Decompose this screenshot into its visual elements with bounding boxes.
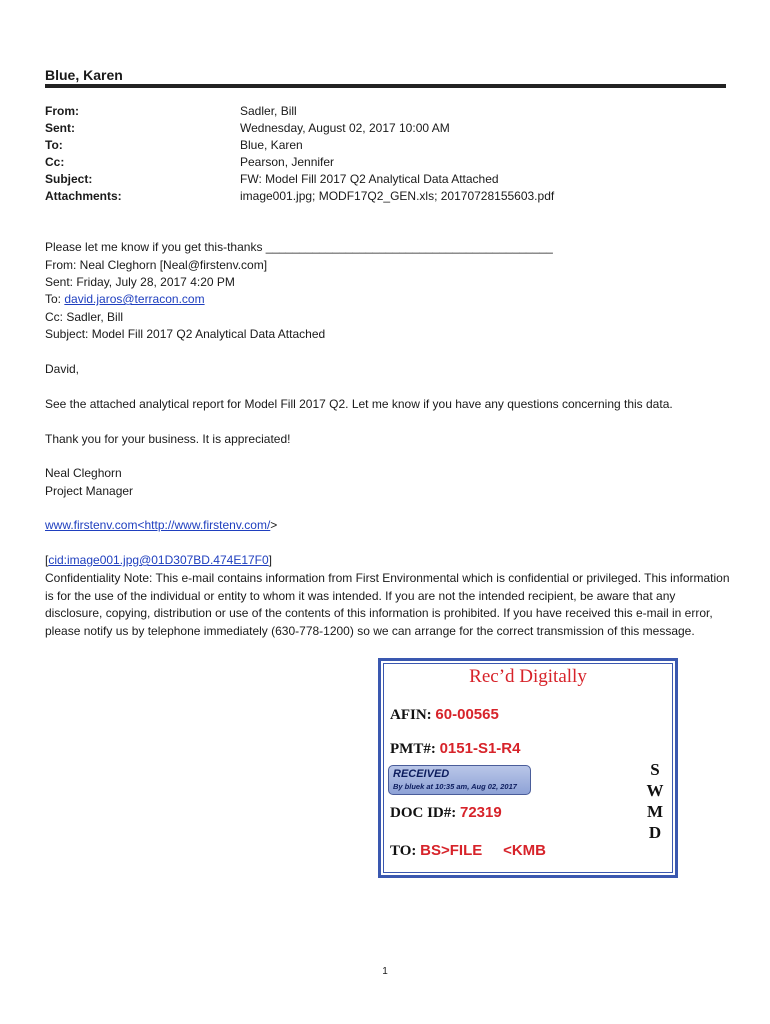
header-sent-label: Sent: [45, 121, 75, 135]
stamp-afin-label: AFIN: [390, 707, 432, 723]
header-to-value: Blue, Karen [240, 138, 303, 152]
stamp-side-letter-w: W [646, 781, 664, 800]
fw-to-prefix: To: [45, 292, 65, 306]
stamp-pmt [390, 740, 520, 758]
header-from-label: From: [45, 104, 79, 118]
stamp-side-letter-d: D [648, 823, 662, 842]
fw-cc: Cc: Sadler, Bill [45, 310, 124, 324]
stamp-side-letter-m: M [646, 802, 664, 821]
header-cc-value: Pearson, Jennifer [240, 155, 335, 169]
paragraph-thanks: Thank you for your business. It is appreciated! [45, 432, 291, 446]
header-attachments-label: Attachments: [45, 189, 122, 203]
header-subject-value: FW: Model Fill 2017 Q2 Analytical Data Attached [240, 172, 499, 186]
website-line [45, 518, 277, 532]
stamp-pmt-value: 0151-S1-R4 [439, 740, 521, 757]
header-to-label: To: [45, 138, 63, 152]
header-subject-label: Subject: [45, 172, 93, 186]
paragraph-report: See the attached analytical report for Model Fill 2017 Q2. Let me know if you have any questions concerning this data. [45, 397, 673, 411]
cid-open-bracket: [ [45, 553, 49, 567]
fw-to [45, 292, 205, 306]
header-cc-label: Cc: [45, 155, 65, 169]
received-badge-title: RECEIVED [393, 768, 450, 780]
cid-line [45, 553, 272, 567]
fw-sent: Sent: Friday, July 28, 2017 4:20 PM [45, 275, 235, 289]
body-line-intro: Please let me know if you get this-thanks ___________________________________________ [45, 240, 553, 254]
website-link-gt: > [270, 518, 278, 532]
header-sent-value: Wednesday, August 02, 2017 10:00 AM [240, 121, 450, 135]
stamp-afin [390, 706, 499, 724]
stamp-side-letter-s: S [650, 760, 660, 779]
website-link-lt[interactable]: < [137, 518, 145, 532]
fw-subject: Subject: Model Fill 2017 Q2 Analytical Data Attached [45, 327, 326, 341]
header-attachments-value: image001.jpg; MODF17Q2_GEN.xls; 20170728155603.pdf [240, 189, 555, 203]
title-rule [45, 84, 726, 88]
stamp-afin-value: 60-00565 [435, 706, 499, 723]
cid-close-bracket: ] [268, 553, 273, 567]
greeting: David, [45, 362, 80, 376]
stamp-pmt-label: PMT#: [390, 741, 436, 757]
stamp-to-label: TO: [390, 843, 417, 859]
fw-from: From: Neal Cleghorn [Neal@firstenv.com] [45, 258, 268, 272]
stamp-title: Rec’d Digitally [469, 666, 587, 687]
header-from-value: Sadler, Bill [240, 104, 297, 118]
stamp-to-value: BS>FILE <KMB [420, 842, 547, 859]
signature-title: Project Manager [45, 484, 134, 498]
stamp-to [390, 842, 546, 860]
stamp-docid [390, 804, 502, 822]
fw-to-email-link[interactable]: david.jaros@terracon.com [64, 292, 205, 306]
received-badge-subtitle: By bluek at 10:35 am, Aug 02, 2017 [393, 782, 517, 791]
stamp-docid-label: DOC ID#: [390, 805, 457, 821]
page-number: 1 [382, 966, 388, 977]
document-title: Blue, Karen [45, 67, 123, 83]
stamp-docid-value: 72319 [460, 804, 502, 821]
website-link[interactable]: www.firstenv.com [45, 518, 138, 532]
cid-image-link[interactable]: cid:image001.jpg@01D307BD.474E17F0 [48, 553, 269, 567]
signature-name: Neal Cleghorn [45, 466, 122, 480]
website-url-link[interactable]: http://www.firstenv.com/ [144, 518, 271, 532]
confidentiality-note: Confidentiality Note: This e-mail contains information from First Environmental which is confidential or privileged. This information is for the use of the individual or entity to whom it was intended. If you are not the intended recipient, be aware that any disclosure, copying, distribution or use of the contents of this information is prohibited. If you have received this e-mail in error, please notify us by telephone immediately (630-778-1200) so we can arrange for the correct transmission of this message. [45, 571, 730, 638]
